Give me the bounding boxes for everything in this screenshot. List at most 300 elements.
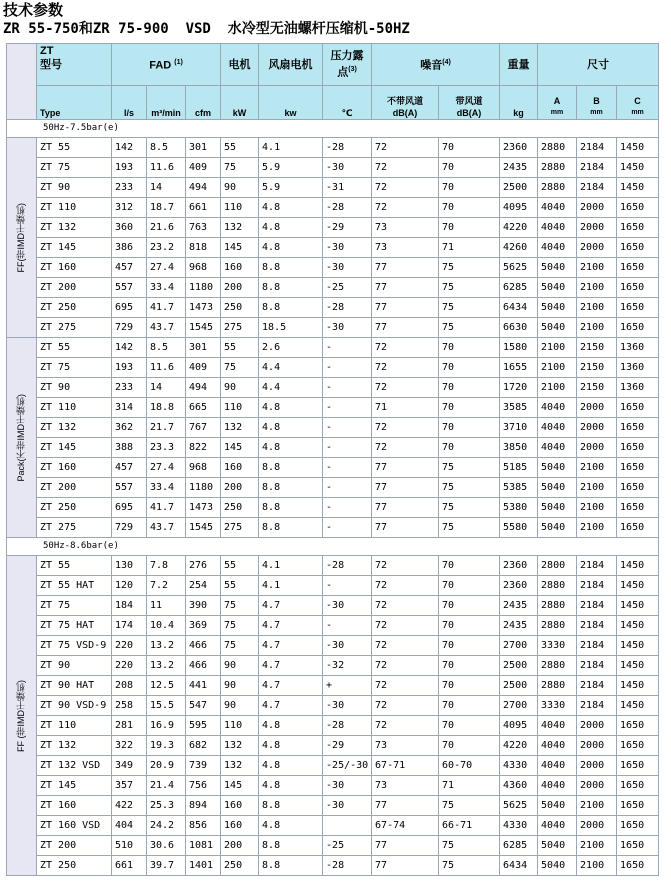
table-cell: 90 [221,178,259,198]
table-cell: 110 [221,398,259,418]
table-cell: ZT 55 [37,338,112,358]
table-row [7,478,659,498]
table-cell: 75 [221,596,259,616]
table-cell: 2500 [500,656,538,676]
table-cell: 2000 [577,238,617,258]
table-cell: ZT 90 VSD-9 [37,696,112,716]
table-cell: 2360 [500,556,538,576]
table-cell: -30 [323,318,372,338]
table-cell: 200 [221,478,259,498]
table-cell: 5040 [538,458,577,478]
table-cell: 5.9 [259,178,323,198]
table-cell: 33.4 [147,278,186,298]
table-cell: 409 [186,358,221,378]
table-cell: 8.8 [259,258,323,278]
table-cell: 322 [112,736,147,756]
table-cell: 2000 [577,736,617,756]
table-cell: 8.8 [259,458,323,478]
table-cell: -28 [323,716,372,736]
table-cell: 5040 [538,278,577,298]
table-cell: 1650 [617,218,659,238]
table-cell: 2500 [500,676,538,696]
table-row [7,378,659,398]
table-cell: ZT 160 VSD [37,816,112,836]
table-cell: 11.6 [147,158,186,178]
table-cell: ZT 75 [37,596,112,616]
table-cell: 75 [439,458,500,478]
table-cell: 1473 [186,298,221,318]
table-cell: 72 [372,158,439,178]
weight-header: 重量 [500,44,538,86]
table-cell: 494 [186,178,221,198]
table-cell: 18.7 [147,198,186,218]
table-cell: ZT 110 [37,716,112,736]
table-cell: 20.9 [147,756,186,776]
table-cell: 132 [221,736,259,756]
table-cell: 1650 [617,498,659,518]
table-cell: 457 [112,458,147,478]
table-cell: 2100 [577,318,617,338]
table-cell: 4040 [538,756,577,776]
table-cell: - [323,418,372,438]
table-row [7,358,659,378]
table-cell: 2100 [577,278,617,298]
table-cell: 19.3 [147,736,186,756]
table-cell: -28 [323,298,372,318]
table-cell: 220 [112,636,147,656]
table-cell: -25/-30 [323,756,372,776]
table-row [7,816,659,836]
table-cell: 2700 [500,696,538,716]
table-cell: -28 [323,198,372,218]
table-cell: 4.8 [259,218,323,238]
table-row [7,178,659,198]
table-cell: 2.6 [259,338,323,358]
table-cell: 142 [112,138,147,158]
table-cell: 2100 [538,378,577,398]
table-cell: 5040 [538,478,577,498]
table-cell: 1545 [186,318,221,338]
table-cell: 5040 [538,796,577,816]
table-cell: 4040 [538,716,577,736]
table-cell: - [323,576,372,596]
table-cell: 2880 [538,676,577,696]
table-cell: 21.4 [147,776,186,796]
table-cell: 2880 [538,656,577,676]
table-cell: 4.7 [259,636,323,656]
table-cell: -30 [323,776,372,796]
table-cell: 142 [112,338,147,358]
table-cell: 1360 [617,378,659,398]
table-cell: 13.2 [147,656,186,676]
table-cell: ZT 90 [37,378,112,398]
table-cell: 1450 [617,676,659,696]
table-cell: 2100 [577,498,617,518]
table-cell: ZT 55 HAT [37,576,112,596]
table-cell: - [323,358,372,378]
table-cell: ZT 145 [37,238,112,258]
table-cell: 1650 [617,756,659,776]
table-cell: 160 [221,458,259,478]
table-cell: 4.8 [259,736,323,756]
section-row [7,538,659,556]
table-cell: 72 [372,178,439,198]
table-cell: 72 [372,656,439,676]
unit-celsius: ℃ [323,86,372,120]
table-cell: 1180 [186,478,221,498]
table-cell: 41.7 [147,298,186,318]
table-cell: 70 [439,616,500,636]
table-cell: 856 [186,816,221,836]
table-cell: 90 [221,656,259,676]
table-row [7,616,659,636]
unit-kw: kW [221,86,259,120]
table-cell: -30 [323,796,372,816]
table-cell: 220 [112,656,147,676]
table-cell: 254 [186,576,221,596]
table-cell: 557 [112,278,147,298]
table-cell: 4.7 [259,696,323,716]
table-cell: 767 [186,418,221,438]
table-cell: 77 [372,298,439,318]
table-row [7,218,659,238]
table-cell: 193 [112,358,147,378]
table-cell: 5380 [500,498,538,518]
table-cell: 75 [439,518,500,538]
table-cell: ZT 250 [37,298,112,318]
table-cell: 2100 [577,258,617,278]
table-cell: 72 [372,636,439,656]
table-cell: 1650 [617,776,659,796]
table-cell: 132 [221,756,259,776]
table-cell: 4095 [500,716,538,736]
table-cell: 72 [372,378,439,398]
table-cell: ZT 75 VSD-9 [37,636,112,656]
table-cell: 1650 [617,278,659,298]
unit-kw-fan: kw [259,86,323,120]
table-cell: 4360 [500,776,538,796]
table-cell: 13.2 [147,636,186,656]
table-cell: ZT 132 VSD [37,756,112,776]
table-cell: 275 [221,518,259,538]
table-cell: 43.7 [147,318,186,338]
table-cell: 70 [439,556,500,576]
table-cell: 1450 [617,656,659,676]
table-cell: 1650 [617,258,659,278]
table-cell: 2000 [577,756,617,776]
table-cell: 75 [439,298,500,318]
group-label: FF(带IMD干燥机) [16,202,26,273]
table-cell: 8.8 [259,478,323,498]
table-cell: 27.4 [147,258,186,278]
table-cell: 369 [186,616,221,636]
table-cell: 1580 [500,338,538,358]
dimensions-header: 尺寸 [538,44,659,86]
table-cell: 6434 [500,856,538,876]
table-cell: 16.9 [147,716,186,736]
table-cell: 7.8 [147,556,186,576]
table-cell: -30 [323,258,372,278]
table-cell: 5385 [500,478,538,498]
table-cell: 1360 [617,338,659,358]
table-cell: 70 [439,636,500,656]
table-cell: 2000 [577,218,617,238]
table-cell: 75 [439,278,500,298]
table-cell: 2435 [500,596,538,616]
table-cell: ZT 75 HAT [37,616,112,636]
table-cell: 4.1 [259,138,323,158]
table-cell: 4.8 [259,238,323,258]
table-cell: 2435 [500,616,538,636]
table-row [7,158,659,178]
table-cell: 12.5 [147,676,186,696]
table-cell: 4.7 [259,656,323,676]
table-row [7,198,659,218]
table-cell: 70 [439,696,500,716]
table-cell: 21.7 [147,418,186,438]
table-row [7,556,659,576]
model-header: ZT 型号 [37,44,112,86]
table-cell: 132 [221,218,259,238]
group-label-cell [7,556,37,876]
table-cell: - [323,378,372,398]
table-cell: 70 [439,198,500,218]
table-cell: -29 [323,736,372,756]
table-cell: -25 [323,278,372,298]
table-cell: - [323,478,372,498]
table-row [7,338,659,358]
table-cell: 2000 [577,398,617,418]
table-cell: - [323,458,372,478]
table-cell: 75 [439,318,500,338]
table-cell: 2100 [538,358,577,378]
table-cell: 39.7 [147,856,186,876]
table-cell: -30 [323,596,372,616]
table-cell: 2150 [577,378,617,398]
table-cell: 2000 [577,418,617,438]
table-row [7,458,659,478]
table-cell: 557 [112,478,147,498]
table-cell: 4.8 [259,438,323,458]
table-cell: 4.8 [259,418,323,438]
table-row [7,756,659,776]
table-cell: 968 [186,258,221,278]
table-cell: 70 [439,736,500,756]
table-cell: 1081 [186,836,221,856]
table-cell: 75 [221,358,259,378]
table-cell: 5040 [538,498,577,518]
table-cell: ZT 75 [37,358,112,378]
table-cell: 77 [372,518,439,538]
table-cell: ZT 200 [37,478,112,498]
table-cell: 11.6 [147,358,186,378]
table-cell: 110 [221,198,259,218]
table-cell: ZT 200 [37,278,112,298]
table-cell: + [323,676,372,696]
table-cell: 110 [221,716,259,736]
table-cell: ZT 132 [37,218,112,238]
table-cell: ZT 250 [37,856,112,876]
table-cell: 1450 [617,138,659,158]
table-cell: 70 [439,138,500,158]
table-cell: 10.4 [147,616,186,636]
table-cell: 1650 [617,796,659,816]
table-cell: 77 [372,318,439,338]
table-cell: 4040 [538,198,577,218]
table-cell: 314 [112,398,147,418]
table-cell: 184 [112,596,147,616]
table-cell: 55 [221,338,259,358]
table-cell: 349 [112,756,147,776]
table-cell: 2000 [577,816,617,836]
table-cell: 661 [186,198,221,218]
table-cell: 75 [221,158,259,178]
table-cell: 30.6 [147,836,186,856]
table-cell: 2100 [577,836,617,856]
table-cell: 67-74 [372,816,439,836]
table-cell: 70 [439,398,500,418]
table-row [7,796,659,816]
unit-dim-c: C mm [617,86,659,120]
table-cell: 2000 [577,716,617,736]
table-cell: 1655 [500,358,538,378]
motor-header: 电机 [221,44,259,86]
table-row [7,596,659,616]
table-cell: 70 [439,676,500,696]
table-cell: -25 [323,836,372,856]
table-cell: 1450 [617,616,659,636]
table-cell: 70 [439,418,500,438]
table-row [7,696,659,716]
table-cell: ZT 132 [37,418,112,438]
table-cell: 15.5 [147,696,186,716]
table-cell: 67-71 [372,756,439,776]
table-cell: 11 [147,596,186,616]
table-cell: 5040 [538,318,577,338]
table-cell: 8.5 [147,338,186,358]
table-cell: 729 [112,318,147,338]
table-cell: 275 [221,318,259,338]
table-cell: 4040 [538,736,577,756]
noise-header: 噪音$^{(4)}$ [372,44,500,86]
table-cell: 409 [186,158,221,178]
page-title: 技术参数 [3,1,64,19]
table-cell: 1650 [617,418,659,438]
table-cell: 70 [439,378,500,398]
table-cell: 23.3 [147,438,186,458]
table-cell: 75 [439,796,500,816]
table-cell: 1650 [617,478,659,498]
table-cell: 72 [372,198,439,218]
table-cell: 3710 [500,418,538,438]
table-cell: 4.1 [259,556,323,576]
table-cell: 73 [372,776,439,796]
table-cell: 4040 [538,438,577,458]
table-cell: 5625 [500,258,538,278]
table-cell: 174 [112,616,147,636]
unit-dim-b: B mm [577,86,617,120]
table-cell: 2100 [577,856,617,876]
table-cell: 75 [439,258,500,278]
table-cell: 55 [221,138,259,158]
table-cell: 6434 [500,298,538,318]
table-cell: 5040 [538,856,577,876]
table-cell: 404 [112,816,147,836]
table-cell: 457 [112,258,147,278]
table-cell: 4220 [500,736,538,756]
table-cell: 1650 [617,398,659,418]
table-cell: 2100 [577,478,617,498]
table-cell: 1720 [500,378,538,398]
table-cell: ZT 145 [37,776,112,796]
table-cell: 73 [372,736,439,756]
table-row [7,258,659,278]
table-cell: - [323,518,372,538]
table-cell: 695 [112,498,147,518]
group-label-cell [7,338,37,538]
table-cell: 3330 [538,696,577,716]
section-title: 50Hz-8.6bar(e) [7,538,659,556]
table-cell: 4220 [500,218,538,238]
table-cell: 2000 [577,776,617,796]
table-cell: 200 [221,836,259,856]
table-row [7,676,659,696]
dew-point-header: 压力露点$^{(3)}$ [323,44,372,86]
table-cell: ZT 55 [37,556,112,576]
table-cell: 25.3 [147,796,186,816]
table-cell: 55 [221,576,259,596]
table-cell: 250 [221,856,259,876]
table-cell: -28 [323,556,372,576]
table-cell: 250 [221,298,259,318]
table-cell: 250 [221,498,259,518]
table-cell: 729 [112,518,147,538]
table-cell: 75 [439,856,500,876]
table-cell: 4.7 [259,616,323,636]
table-cell: 5185 [500,458,538,478]
table-cell: 4330 [500,756,538,776]
table-cell: 8.8 [259,298,323,318]
table-cell: 1450 [617,576,659,596]
table-cell: ZT 200 [37,836,112,856]
table-cell: 4.1 [259,576,323,596]
table-cell: 2184 [577,596,617,616]
table-cell: 312 [112,198,147,218]
table-cell: -30 [323,636,372,656]
unit-m3min: m³/min [147,86,186,120]
table-cell: 71 [372,398,439,418]
table-cell: 1450 [617,158,659,178]
table-cell: - [323,498,372,518]
table-cell: 6285 [500,278,538,298]
table-cell: 360 [112,218,147,238]
table-cell: 7.2 [147,576,186,596]
table-cell: 281 [112,716,147,736]
table-cell: 208 [112,676,147,696]
table-cell: 510 [112,836,147,856]
table-row [7,776,659,796]
table-cell: 8.8 [259,836,323,856]
table-row [7,518,659,538]
table-cell: 1473 [186,498,221,518]
table-cell: 8.8 [259,518,323,538]
spec-table [6,43,659,876]
table-cell: ZT 160 [37,458,112,478]
page-subtitle: ZR 55-750和ZR 75-900 VSD 水冷型无油螺杆压缩机-50HZ [3,21,410,37]
table-cell: 2184 [577,656,617,676]
unit-kg: kg [500,86,538,120]
table-cell: 2880 [538,596,577,616]
